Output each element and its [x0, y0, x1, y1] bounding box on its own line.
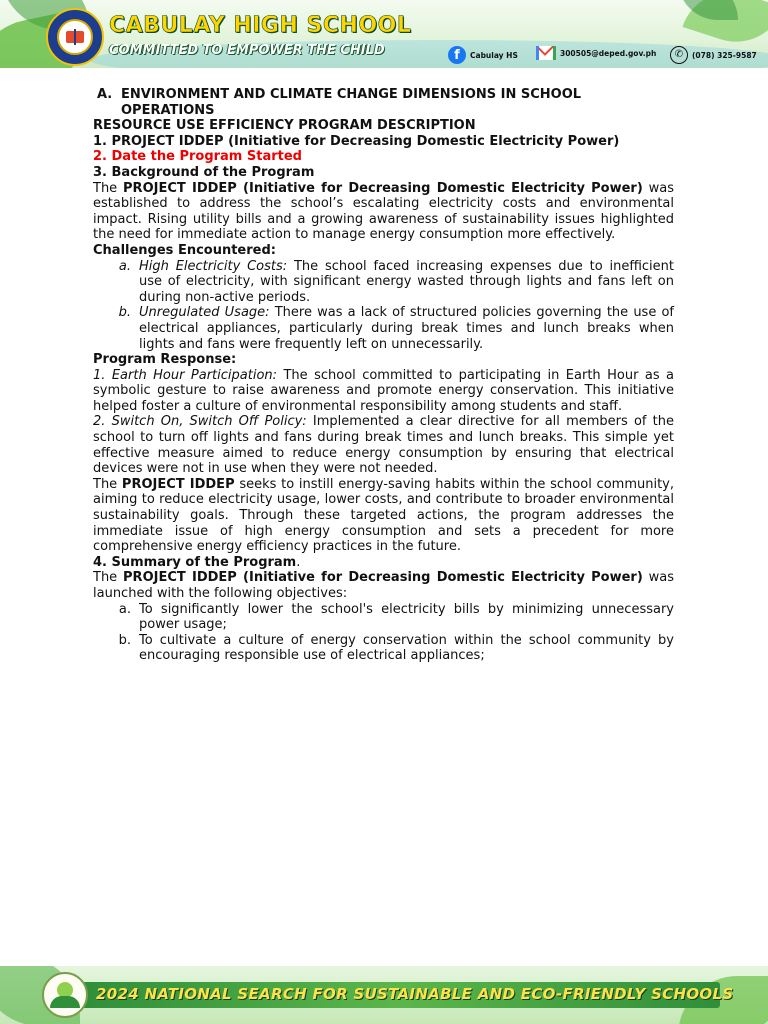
- list-marker: b.: [118, 632, 131, 648]
- section-heading: [93, 87, 674, 118]
- facebook-icon: f: [448, 46, 466, 64]
- phone-number: (078) 325-9587: [692, 50, 757, 60]
- list-marker: a.: [118, 601, 131, 617]
- closing-paragraph: The PROJECT IDDEP seeks to instill energy-saving habits within the school community, aiming to reduce electricity usage, lower costs, and contribute to broader environmental sustainability goals. Through these targeted actions, the program addresses the immediate issue of high energy consumption and sets a precedent for more comprehensive energy efficiency practices in the future.: [93, 476, 674, 555]
- program-title: 1. PROJECT IDDEP (Initiative for Decreasing Domestic Electricity Power): [93, 133, 620, 149]
- list-item: [93, 259, 674, 306]
- background-heading: 3. Background of the Program: [93, 164, 315, 180]
- challenge-label: Unregulated Usage:: [139, 305, 270, 321]
- response-paragraph: 1. Earth Hour Participation: The school committed to participating in Earth Hour as a symbolic gesture to raise awareness and promote energy conservation. This initiative helped foster a culture of environmental responsibility among students and staff.: [93, 367, 675, 414]
- school-seal-icon: [46, 8, 104, 66]
- program-name-bold: PROJECT IDDEP (Initiative for Decreasing Domestic Electricity Power): [123, 180, 643, 196]
- event-title: 2024 NATIONAL SEARCH FOR SUSTAINABLE AND ECO-FRIENDLY SCHOOLS: [96, 985, 734, 1003]
- phone-icon: ✆: [670, 46, 688, 64]
- summary-paragraph: The PROJECT IDDEP (Initiative for Decreasing Domestic Electricity Power) was launched with the following objectives:: [93, 570, 675, 601]
- list-item: [93, 633, 674, 664]
- list-marker: b.: [118, 305, 131, 321]
- school-name: CABULAY HIGH SCHOOL: [109, 13, 412, 38]
- email-contact: [536, 46, 656, 60]
- section-letter: A.: [97, 87, 113, 102]
- program-name-bold: PROJECT IDDEP (Initiative for Decreasing Domestic Electricity Power): [123, 570, 643, 586]
- objective-text: To cultivate a culture of energy conservation within the school community by encouraging responsible use of electrical appliances;: [139, 632, 674, 664]
- summary-heading: 4. Summary of the Program.: [93, 554, 301, 570]
- deped-seal-icon: [42, 972, 88, 1018]
- challenge-label: High Electricity Costs:: [139, 258, 288, 274]
- objectives-list: [93, 602, 674, 664]
- list-marker: a.: [118, 258, 131, 274]
- response-heading: Program Response:: [93, 352, 237, 368]
- challenges-heading: Challenges Encountered:: [93, 242, 276, 258]
- footer-banner: [0, 966, 768, 1024]
- response-label: 1. Earth Hour Participation:: [93, 367, 278, 383]
- list-item: [93, 602, 674, 633]
- challenge-text: The school faced increasing expenses due to inefficient use of electricity, with significant energy wasted through lights and fans left on during non-active periods.: [139, 258, 674, 305]
- description-heading: RESOURCE USE EFFICIENCY PROGRAM DESCRIPTION: [93, 118, 476, 134]
- background-paragraph: The PROJECT IDDEP (Initiative for Decreasing Domestic Electricity Power) was established to address the school’s escalating electricity costs and environmental impact. Rising utility bills and a growing awareness of sustainability issues highlighted the need for immediate action to manage energy consumption more effectively.: [93, 180, 675, 243]
- letterhead-banner: [0, 0, 768, 68]
- program-name-bold: PROJECT IDDEP: [121, 476, 235, 492]
- challenges-list: [93, 259, 674, 353]
- email-address: 300505@deped.gov.ph: [560, 48, 657, 58]
- response-paragraph: 2. Switch On, Switch Off Policy: Implemented a clear directive for all members of the school to turn off lights and fans during break times and lunch breaks. This simple yet effective measure aimed to reduce energy consumption by ensuring that electrical devices were not in use when they were not needed.: [93, 414, 674, 477]
- gmail-icon: [536, 46, 556, 60]
- section-title: ENVIRONMENT AND CLIMATE CHANGE DIMENSIONS IN SCHOOL OPERATIONS: [121, 87, 582, 118]
- facebook-contact: [448, 46, 518, 64]
- response-label: 2. Switch On, Switch Off Policy:: [93, 414, 307, 430]
- objective-text: To significantly lower the school's electricity bills by minimizing unnecessary power usage;: [139, 601, 674, 633]
- list-item: [93, 305, 674, 352]
- school-motto: COMMITTED TO EMPOWER THE CHILD: [109, 43, 385, 58]
- date-started-heading: 2. Date the Program Started: [93, 149, 302, 165]
- document-body: [93, 87, 674, 664]
- facebook-handle: Cabulay HS: [470, 50, 518, 60]
- phone-contact: [670, 46, 757, 64]
- challenge-text: There was a lack of structured policies governing the use of electrical appliances, particularly during break times and lunch breaks when lights and fans were frequently left on unnecessarily.: [139, 305, 675, 352]
